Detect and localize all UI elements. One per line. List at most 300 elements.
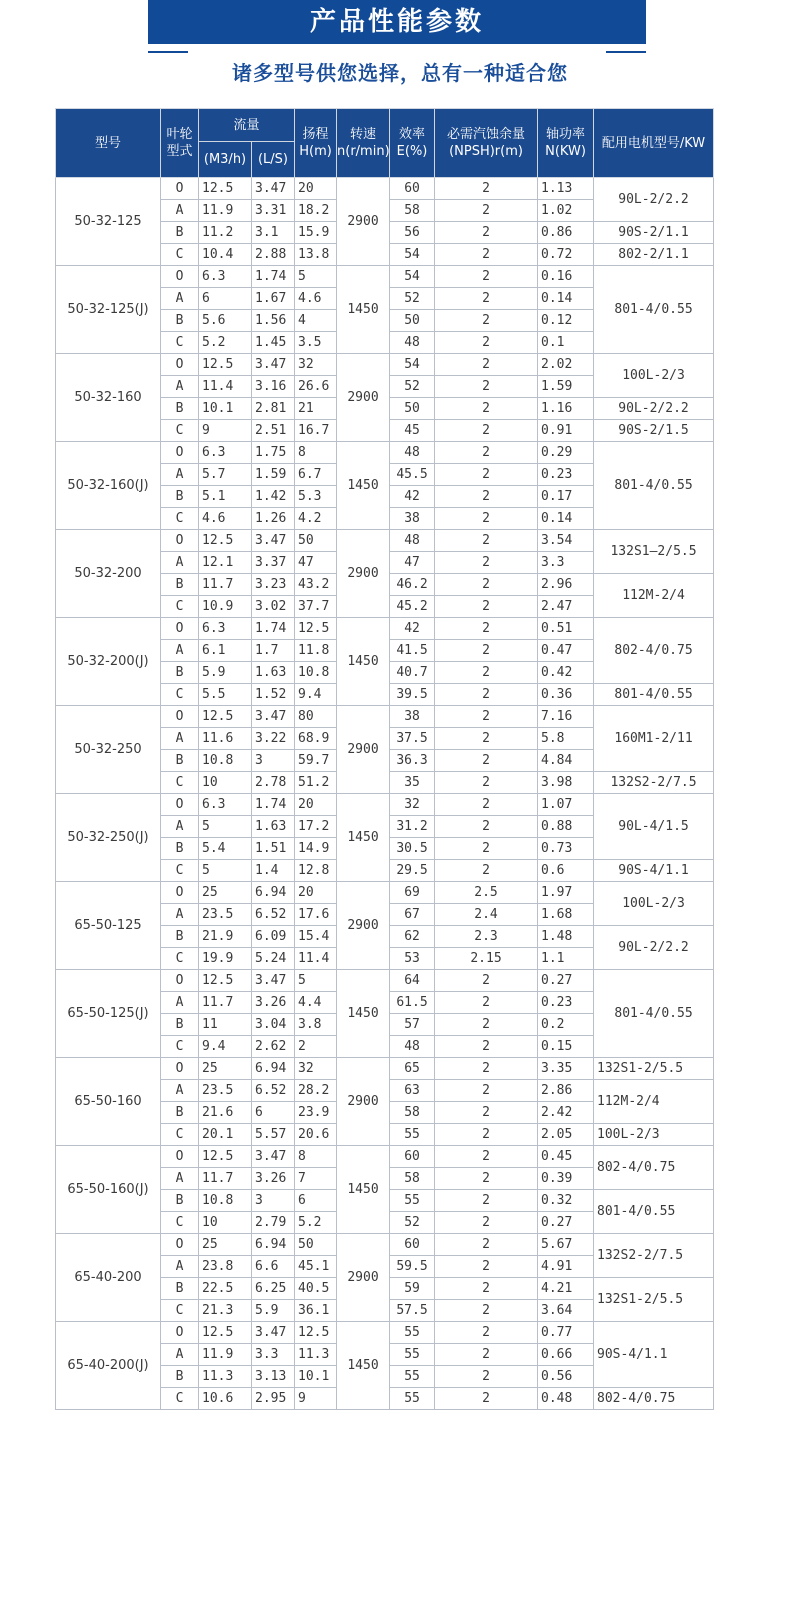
npsh-cell: 2 [435,1014,538,1036]
power-cell: 1.13 [538,178,594,200]
npsh-cell: 2 [435,1366,538,1388]
npsh-cell: 2.15 [435,948,538,970]
npsh-cell: 2 [435,508,538,530]
flow-ls-cell: 3.3 [252,1344,295,1366]
head-cell: 40.5 [295,1278,337,1300]
flow-m3h-cell: 5.4 [199,838,252,860]
table-row [56,530,714,552]
model-cell: 65-50-125(J) [56,970,161,1058]
flow-m3h-cell: 11.7 [199,574,252,596]
motor-cell: 801-4/0.55 [594,442,714,530]
flow-m3h-cell: 21.6 [199,1102,252,1124]
head-cell: 11.3 [295,1344,337,1366]
flow-m3h-cell: 23.5 [199,1080,252,1102]
head-cell: 17.2 [295,816,337,838]
title-underline-right [606,51,646,53]
model-cell: 65-40-200(J) [56,1322,161,1410]
npsh-cell: 2 [435,1168,538,1190]
table-row [56,882,714,904]
power-cell: 0.6 [538,860,594,882]
flow-m3h-cell: 5.1 [199,486,252,508]
npsh-cell: 2 [435,750,538,772]
flow-ls-cell: 3 [252,1190,295,1212]
npsh-cell: 2 [435,970,538,992]
impeller-cell: C [161,420,199,442]
npsh-cell: 2 [435,1080,538,1102]
table-row [56,970,714,992]
head-cell: 4.2 [295,508,337,530]
speed-cell: 1450 [337,1322,390,1410]
power-cell: 1.48 [538,926,594,948]
header-npsh: 必需汽蚀余量(NPSH)r(m) [435,109,538,178]
head-cell: 3.8 [295,1014,337,1036]
head-cell: 14.9 [295,838,337,860]
head-cell: 9.4 [295,684,337,706]
table-row [56,1058,714,1080]
model-cell: 50-32-125 [56,178,161,266]
flow-ls-cell: 3.1 [252,222,295,244]
impeller-cell: O [161,266,199,288]
head-cell: 11.8 [295,640,337,662]
npsh-cell: 2 [435,838,538,860]
power-cell: 0.29 [538,442,594,464]
head-cell: 5.3 [295,486,337,508]
impeller-cell: C [161,860,199,882]
npsh-cell: 2 [435,1344,538,1366]
speed-cell: 1450 [337,794,390,882]
power-cell: 7.16 [538,706,594,728]
npsh-cell: 2 [435,618,538,640]
table-body [56,178,714,1410]
npsh-cell: 2 [435,794,538,816]
impeller-cell: B [161,1366,199,1388]
efficiency-cell: 58 [390,1168,435,1190]
npsh-cell: 2.5 [435,882,538,904]
flow-ls-cell: 1.67 [252,288,295,310]
table-header [56,109,714,178]
flow-m3h-cell: 12.5 [199,1146,252,1168]
motor-cell: 90S-4/1.1 [594,860,714,882]
head-cell: 4 [295,310,337,332]
flow-m3h-cell: 5.5 [199,684,252,706]
npsh-cell: 2 [435,398,538,420]
head-cell: 50 [295,1234,337,1256]
head-cell: 20 [295,794,337,816]
flow-ls-cell: 1.26 [252,508,295,530]
header-efficiency: 效率E(%) [390,109,435,178]
flow-m3h-cell: 5 [199,860,252,882]
flow-m3h-cell: 10 [199,1212,252,1234]
flow-ls-cell: 2.88 [252,244,295,266]
table-row [56,794,714,816]
power-cell: 4.21 [538,1278,594,1300]
flow-ls-cell: 1.74 [252,794,295,816]
npsh-cell: 2 [435,178,538,200]
flow-m3h-cell: 23.8 [199,1256,252,1278]
head-cell: 23.9 [295,1102,337,1124]
impeller-cell: C [161,1124,199,1146]
head-cell: 20.6 [295,1124,337,1146]
npsh-cell: 2 [435,530,538,552]
table-row [56,442,714,464]
power-cell: 3.35 [538,1058,594,1080]
efficiency-cell: 60 [390,1234,435,1256]
flow-ls-cell: 6.52 [252,1080,295,1102]
npsh-cell: 2 [435,1234,538,1256]
head-cell: 13.8 [295,244,337,266]
flow-ls-cell: 3.47 [252,354,295,376]
header-flow-m3h: (M3/h) [199,142,252,178]
flow-ls-cell: 6.09 [252,926,295,948]
efficiency-cell: 60 [390,1146,435,1168]
efficiency-cell: 38 [390,508,435,530]
power-cell: 0.23 [538,464,594,486]
flow-ls-cell: 2.51 [252,420,295,442]
flow-ls-cell: 3.23 [252,574,295,596]
power-cell: 1.68 [538,904,594,926]
head-cell: 20 [295,178,337,200]
flow-m3h-cell: 11.7 [199,992,252,1014]
efficiency-cell: 55 [390,1388,435,1410]
flow-m3h-cell: 10.6 [199,1388,252,1410]
head-cell: 3.5 [295,332,337,354]
npsh-cell: 2 [435,442,538,464]
power-cell: 1.1 [538,948,594,970]
head-cell: 26.6 [295,376,337,398]
efficiency-cell: 57.5 [390,1300,435,1322]
flow-ls-cell: 3 [252,750,295,772]
efficiency-cell: 59 [390,1278,435,1300]
efficiency-cell: 54 [390,266,435,288]
flow-ls-cell: 2.79 [252,1212,295,1234]
flow-m3h-cell: 12.5 [199,1322,252,1344]
head-cell: 16.7 [295,420,337,442]
power-cell: 0.14 [538,288,594,310]
flow-ls-cell: 3.31 [252,200,295,222]
impeller-cell: C [161,1212,199,1234]
npsh-cell: 2 [435,200,538,222]
flow-m3h-cell: 6.3 [199,618,252,640]
impeller-cell: A [161,816,199,838]
npsh-cell: 2 [435,420,538,442]
power-cell: 0.91 [538,420,594,442]
model-cell: 50-32-250(J) [56,794,161,882]
motor-cell: 802-4/0.75 [594,618,714,684]
impeller-cell: A [161,992,199,1014]
flow-m3h-cell: 11.3 [199,1366,252,1388]
npsh-cell: 2 [435,310,538,332]
motor-cell: 100L-2/3 [594,354,714,398]
head-cell: 51.2 [295,772,337,794]
power-cell: 0.42 [538,662,594,684]
head-cell: 80 [295,706,337,728]
flow-m3h-cell: 12.5 [199,970,252,992]
npsh-cell: 2 [435,1036,538,1058]
impeller-cell: O [161,178,199,200]
header-motor: 配用电机型号/KW [594,109,714,178]
power-cell: 0.45 [538,1146,594,1168]
flow-ls-cell: 5.9 [252,1300,295,1322]
power-cell: 0.27 [538,1212,594,1234]
impeller-cell: C [161,684,199,706]
model-cell: 65-50-160(J) [56,1146,161,1234]
flow-ls-cell: 2.62 [252,1036,295,1058]
flow-ls-cell: 6.94 [252,1058,295,1080]
efficiency-cell: 48 [390,530,435,552]
flow-ls-cell: 6.6 [252,1256,295,1278]
header-impeller: 叶轮型式 [161,109,199,178]
flow-m3h-cell: 11.9 [199,200,252,222]
head-cell: 6 [295,1190,337,1212]
impeller-cell: A [161,288,199,310]
flow-ls-cell: 3.47 [252,530,295,552]
power-cell: 2.05 [538,1124,594,1146]
head-cell: 45.1 [295,1256,337,1278]
impeller-cell: B [161,1102,199,1124]
motor-cell: 132S1-2/5.5 [594,1278,714,1322]
motor-cell: 801-4/0.55 [594,970,714,1058]
flow-m3h-cell: 21.3 [199,1300,252,1322]
motor-cell: 801-4/0.55 [594,684,714,706]
model-cell: 65-40-200 [56,1234,161,1322]
speed-cell: 2900 [337,178,390,266]
head-cell: 68.9 [295,728,337,750]
impeller-cell: O [161,442,199,464]
efficiency-cell: 42 [390,618,435,640]
power-cell: 0.16 [538,266,594,288]
head-cell: 5 [295,970,337,992]
flow-m3h-cell: 6.3 [199,266,252,288]
power-cell: 2.42 [538,1102,594,1124]
head-cell: 7 [295,1168,337,1190]
impeller-cell: A [161,1080,199,1102]
speed-cell: 2900 [337,706,390,794]
npsh-cell: 2 [435,288,538,310]
flow-m3h-cell: 5.9 [199,662,252,684]
flow-m3h-cell: 25 [199,1058,252,1080]
npsh-cell: 2 [435,1278,538,1300]
flow-m3h-cell: 12.1 [199,552,252,574]
flow-m3h-cell: 11.2 [199,222,252,244]
power-cell: 4.84 [538,750,594,772]
impeller-cell: O [161,1322,199,1344]
npsh-cell: 2 [435,574,538,596]
flow-ls-cell: 1.56 [252,310,295,332]
efficiency-cell: 52 [390,1212,435,1234]
motor-cell: 132S2-2/7.5 [594,772,714,794]
npsh-cell: 2 [435,376,538,398]
npsh-cell: 2 [435,222,538,244]
efficiency-cell: 56 [390,222,435,244]
efficiency-cell: 55 [390,1190,435,1212]
efficiency-cell: 42 [390,486,435,508]
flow-m3h-cell: 12.5 [199,706,252,728]
impeller-cell: O [161,970,199,992]
motor-cell: 801-4/0.55 [594,266,714,354]
power-cell: 0.36 [538,684,594,706]
npsh-cell: 2 [435,816,538,838]
flow-m3h-cell: 10.1 [199,398,252,420]
efficiency-cell: 58 [390,1102,435,1124]
head-cell: 47 [295,552,337,574]
impeller-cell: C [161,596,199,618]
impeller-cell: B [161,838,199,860]
flow-m3h-cell: 10 [199,772,252,794]
head-cell: 59.7 [295,750,337,772]
npsh-cell: 2.3 [435,926,538,948]
motor-cell: 801-4/0.55 [594,1190,714,1234]
impeller-cell: O [161,530,199,552]
flow-m3h-cell: 10.4 [199,244,252,266]
performance-table [55,108,714,1410]
impeller-cell: A [161,200,199,222]
header-power: 轴功率N(KW) [538,109,594,178]
speed-cell: 1450 [337,442,390,530]
motor-cell: 100L-2/3 [594,882,714,926]
power-cell: 0.88 [538,816,594,838]
npsh-cell: 2 [435,244,538,266]
power-cell: 0.47 [538,640,594,662]
flow-ls-cell: 3.37 [252,552,295,574]
efficiency-cell: 38 [390,706,435,728]
npsh-cell: 2 [435,1322,538,1344]
flow-m3h-cell: 11.9 [199,1344,252,1366]
impeller-cell: O [161,354,199,376]
impeller-cell: C [161,508,199,530]
header-flow: 流量 [199,109,295,142]
impeller-cell: O [161,1058,199,1080]
head-cell: 9 [295,1388,337,1410]
efficiency-cell: 55 [390,1344,435,1366]
flow-m3h-cell: 6.3 [199,794,252,816]
flow-ls-cell: 6.94 [252,1234,295,1256]
head-cell: 4.4 [295,992,337,1014]
impeller-cell: O [161,706,199,728]
head-cell: 8 [295,1146,337,1168]
npsh-cell: 2 [435,1124,538,1146]
efficiency-cell: 54 [390,354,435,376]
head-cell: 32 [295,1058,337,1080]
efficiency-cell: 35 [390,772,435,794]
efficiency-cell: 61.5 [390,992,435,1014]
model-cell: 65-50-160 [56,1058,161,1146]
power-cell: 0.73 [538,838,594,860]
power-cell: 5.67 [538,1234,594,1256]
flow-ls-cell: 3.47 [252,178,295,200]
impeller-cell: B [161,486,199,508]
impeller-cell: B [161,1278,199,1300]
flow-ls-cell: 3.26 [252,1168,295,1190]
power-cell: 0.66 [538,1344,594,1366]
head-cell: 6.7 [295,464,337,486]
efficiency-cell: 53 [390,948,435,970]
impeller-cell: C [161,1388,199,1410]
head-cell: 10.1 [295,1366,337,1388]
efficiency-cell: 32 [390,794,435,816]
table-row [56,618,714,640]
page-title: 产品性能参数 [148,0,646,44]
speed-cell: 2900 [337,354,390,442]
flow-ls-cell: 1.74 [252,266,295,288]
impeller-cell: B [161,750,199,772]
efficiency-cell: 37.5 [390,728,435,750]
flow-ls-cell: 3.47 [252,1146,295,1168]
head-cell: 4.6 [295,288,337,310]
flow-ls-cell: 3.26 [252,992,295,1014]
npsh-cell: 2 [435,1212,538,1234]
flow-m3h-cell: 12.5 [199,178,252,200]
efficiency-cell: 31.2 [390,816,435,838]
flow-m3h-cell: 5.6 [199,310,252,332]
head-cell: 20 [295,882,337,904]
power-cell: 0.32 [538,1190,594,1212]
flow-m3h-cell: 10.9 [199,596,252,618]
impeller-cell: C [161,332,199,354]
power-cell: 0.12 [538,310,594,332]
model-cell: 65-50-125 [56,882,161,970]
power-cell: 4.91 [538,1256,594,1278]
flow-ls-cell: 1.75 [252,442,295,464]
impeller-cell: B [161,662,199,684]
impeller-cell: A [161,728,199,750]
impeller-cell: A [161,1344,199,1366]
header-flow-ls: (L/S) [252,142,295,178]
power-cell: 1.16 [538,398,594,420]
power-cell: 3.64 [538,1300,594,1322]
table-row [56,266,714,288]
power-cell: 2.47 [538,596,594,618]
head-cell: 8 [295,442,337,464]
power-cell: 0.27 [538,970,594,992]
speed-cell: 1450 [337,266,390,354]
efficiency-cell: 65 [390,1058,435,1080]
power-cell: 1.59 [538,376,594,398]
flow-ls-cell: 3.13 [252,1366,295,1388]
flow-ls-cell: 1.4 [252,860,295,882]
power-cell: 1.07 [538,794,594,816]
power-cell: 1.97 [538,882,594,904]
head-cell: 15.4 [295,926,337,948]
npsh-cell: 2 [435,266,538,288]
table-row [56,706,714,728]
head-cell: 12.5 [295,1322,337,1344]
impeller-cell: B [161,310,199,332]
power-cell: 3.3 [538,552,594,574]
head-cell: 15.9 [295,222,337,244]
power-cell: 0.39 [538,1168,594,1190]
motor-cell: 90S-2/1.1 [594,222,714,244]
model-cell: 50-32-200 [56,530,161,618]
model-cell: 50-32-200(J) [56,618,161,706]
impeller-cell: A [161,552,199,574]
power-cell: 0.77 [538,1322,594,1344]
efficiency-cell: 40.7 [390,662,435,684]
efficiency-cell: 29.5 [390,860,435,882]
power-cell: 2.96 [538,574,594,596]
efficiency-cell: 58 [390,200,435,222]
power-cell: 0.17 [538,486,594,508]
power-cell: 0.1 [538,332,594,354]
efficiency-cell: 55 [390,1322,435,1344]
impeller-cell: A [161,1256,199,1278]
flow-ls-cell: 3.47 [252,1322,295,1344]
efficiency-cell: 69 [390,882,435,904]
flow-ls-cell: 3.02 [252,596,295,618]
impeller-cell: O [161,882,199,904]
impeller-cell: C [161,244,199,266]
flow-ls-cell: 3.04 [252,1014,295,1036]
efficiency-cell: 46.2 [390,574,435,596]
